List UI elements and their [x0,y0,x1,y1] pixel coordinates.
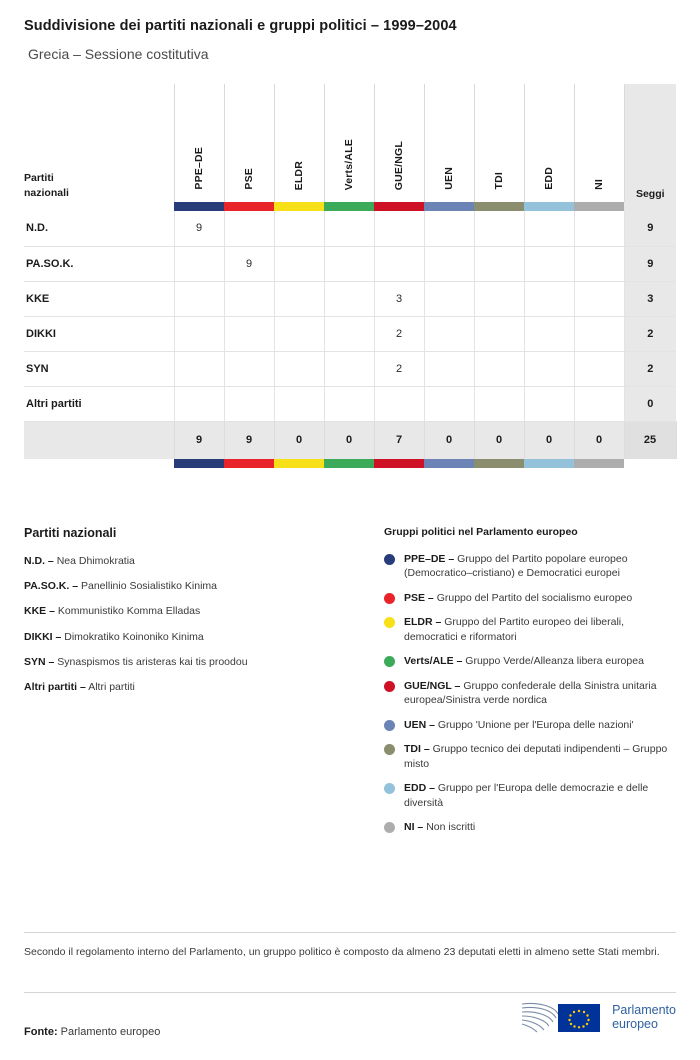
seat-cell [374,211,424,246]
source-divider [24,992,676,993]
column-header-label: ELDR [293,160,305,190]
party-abbr: DIKKI – [24,630,62,643]
seat-cell [274,246,324,281]
ep-wordmark [612,1003,676,1032]
legend-color-dot-icon [384,822,395,833]
list-item [24,680,384,694]
totals-cell: 0 [274,421,324,459]
page-subtitle: Grecia – Sessione costitutiva [28,46,209,62]
column-header-uen [424,84,474,202]
totals-cell: 0 [524,421,574,459]
group-name: Gruppo del Partito popolare europeo (Democratico–cristiano) e Democratici europei [404,553,628,580]
row-party-name: Altri partiti [24,386,174,421]
legend-color-dot-icon [384,554,395,565]
party-abbr: KKE – [24,605,55,618]
group-name: Non iscritti [426,821,476,834]
party-abbr: N.D. – [24,555,54,567]
list-item [384,615,676,644]
list-item [24,604,384,618]
party-name: Dimokratiko Koinoniko Kinima [64,630,204,643]
seat-cell: 3 [374,281,424,316]
seat-cell [224,386,274,421]
party-name: Nea Dhimokratia [56,555,135,567]
column-header-ni [574,84,624,202]
totals-cell: 9 [224,421,274,459]
seat-cell [574,281,624,316]
seat-cell [274,316,324,351]
column-header-label: EDD [543,167,555,190]
party-abbr: Altri partiti – [24,680,86,693]
seat-cell [474,386,524,421]
row-total-seats: 3 [624,281,676,316]
seat-cell [324,211,374,246]
column-header-label: Seggi [635,188,665,200]
column-header-label: TDI [493,172,505,190]
color-swatch [324,459,374,468]
seat-cell [174,316,224,351]
group-abbr: UEN – [404,718,435,731]
table-header-row [24,84,676,202]
column-header-label: UEN [443,167,455,190]
color-swatch [574,202,624,211]
totals-cell: 0 [324,421,374,459]
list-item [384,718,676,732]
table-row [24,316,676,351]
seat-cell [524,386,574,421]
seat-cell [424,351,474,386]
legend-color-dot-icon [384,720,395,731]
row-party-name: SYN [24,351,174,386]
row-total-seats: 9 [624,211,676,246]
color-swatch [524,202,574,211]
seat-cell [224,211,274,246]
seat-cell [474,281,524,316]
seat-cell [474,316,524,351]
legend-color-dot-icon [384,593,395,604]
european-parliament-logo [520,1000,676,1034]
seat-cell [174,281,224,316]
totals-cell: 9 [174,421,224,459]
table-row [24,246,676,281]
column-header-eldr [274,84,324,202]
seat-cell [324,351,374,386]
totals-label [24,421,174,459]
color-swatch [174,459,224,468]
color-swatch [374,202,424,211]
legend-color-dot-icon [384,656,395,667]
seat-cell [274,211,324,246]
legend-text [404,679,676,708]
seat-cell [374,386,424,421]
seat-cell: 2 [374,351,424,386]
row-party-name: DIKKI [24,316,174,351]
color-swatch [374,459,424,468]
seat-cell [224,316,274,351]
color-swatch [574,459,624,468]
list-item [384,742,676,771]
color-swatch [324,202,374,211]
table-row [24,211,676,246]
group-name: Gruppo 'Unione per l'Europa delle nazioni' [437,718,634,731]
party-name: Synaspismos tis aristeras kai tis proodou [57,655,248,668]
legend-text [404,820,475,834]
seat-cell [324,246,374,281]
color-swatch [424,459,474,468]
source-value: Parlamento europeo [60,1026,161,1038]
seat-cell [224,351,274,386]
party-name: Kommunistiko Komma Elladas [57,605,201,618]
group-name: Gruppo per l'Europa delle democrazie e delle diversità [404,782,649,809]
table-row [24,386,676,421]
page-title: Suddivisione dei partiti nazionali e gruppi politici – 1999–2004 [24,18,457,34]
row-total-seats: 0 [624,386,676,421]
group-abbr: ELDR – [404,616,442,629]
legend-text [404,591,632,605]
party-abbr: PA.SO.K. – [24,580,79,593]
list-item [24,554,384,568]
color-swatch [174,202,224,211]
seat-cell [324,316,374,351]
row-total-seats: 2 [624,351,676,386]
row-party-name: PA.SO.K. [24,246,174,281]
seat-cell [174,351,224,386]
footer-divider [24,932,676,933]
legend-color-dot-icon [384,783,395,794]
list-item [384,654,676,668]
legend-political-groups [384,526,676,845]
list-item [384,781,676,810]
legend-national-parties-title: Partiti nazionali [24,526,117,540]
seat-distribution-table [24,84,676,468]
totals-cell: 7 [374,421,424,459]
column-header-verts-ale [324,84,374,202]
row-axis-title: Partiti nazionali [24,171,69,200]
group-abbr: Verts/ALE – [404,655,463,668]
seat-cell [524,351,574,386]
list-item [384,679,676,708]
legend-national-parties [24,526,384,845]
table-row [24,351,676,386]
ep-wordmark-line2: europeo [612,1017,658,1031]
list-item [384,820,676,834]
column-header-gue-ngl [374,84,424,202]
row-party-name: N.D. [24,211,174,246]
group-name: Gruppo Verde/Alleanza libera europea [465,655,644,668]
party-abbr: SYN – [24,655,55,668]
seat-cell [274,281,324,316]
legend-text [404,781,676,810]
legend-text [404,654,644,668]
seat-cell [524,246,574,281]
column-header-tdi [474,84,524,202]
column-header-ppe-de [174,84,224,202]
legend-color-dot-icon [384,681,395,692]
color-swatch [474,202,524,211]
source-label: Fonte: [24,1026,58,1038]
column-header-label: Verts/ALE [343,138,355,190]
ep-emblem-icon [520,1000,602,1034]
color-swatch [524,459,574,468]
group-name: Gruppo confederale della Sinistra unitaria europea/Sinistra verde nordica [404,679,657,707]
seat-cell [274,386,324,421]
seat-cell: 9 [224,246,274,281]
group-abbr: TDI – [404,743,430,756]
color-swatch [224,459,274,468]
list-item [384,591,676,605]
seat-cell [324,386,374,421]
seat-cell [324,281,374,316]
seat-cell [574,316,624,351]
seat-cell: 9 [174,211,224,246]
table-row [24,281,676,316]
column-header-seats [624,84,676,202]
seat-cell [424,386,474,421]
totals-cell: 0 [574,421,624,459]
color-swatch [274,202,324,211]
table-totals-row [24,421,676,459]
column-header-label: NI [593,179,605,190]
ep-wordmark-line1: Parlamento [612,1002,676,1017]
legend-text [404,742,676,771]
seat-cell [474,246,524,281]
group-color-strip-bottom [24,459,676,468]
column-header-edd [524,84,574,202]
list-item [24,579,384,593]
legend-political-groups-title: Gruppi politici nel Parlamento europeo [384,526,578,538]
seat-cell [574,246,624,281]
seat-cell [474,351,524,386]
color-swatch [224,202,274,211]
seat-cell [474,211,524,246]
column-header-label: GUE/NGL [393,140,405,190]
seat-cell: 2 [374,316,424,351]
seat-cell [574,386,624,421]
group-abbr: PPE–DE – [404,553,455,565]
seat-cell [524,211,574,246]
list-item [24,655,384,669]
seat-cell [374,246,424,281]
seat-cell [424,281,474,316]
seat-cell [574,211,624,246]
source-line [24,1026,160,1038]
footnote: Secondo il regolamento interno del Parlamento, un gruppo politico è composto da almeno 23 deputati eletti in almeno sette Stati membri. [24,946,660,958]
row-total-seats: 9 [624,246,676,281]
group-abbr: NI – [404,821,424,834]
seat-cell [424,246,474,281]
legend-text [404,615,676,644]
color-swatch [424,202,474,211]
party-name: Altri partiti [88,680,135,693]
seat-cell [424,211,474,246]
seat-cell [574,351,624,386]
legend-text [404,718,634,732]
group-name: Gruppo del Partito europeo dei liberali, democratici e riformatori [404,616,625,643]
group-color-strip-top [24,202,676,211]
group-abbr: EDD – [404,782,435,795]
list-item [24,630,384,644]
column-header-label: PSE [243,168,255,190]
group-abbr: GUE/NGL – [404,679,461,692]
group-abbr: PSE – [404,591,434,604]
totals-cell: 0 [474,421,524,459]
seat-cell [174,386,224,421]
totals-seats: 25 [624,421,676,459]
seat-cell [224,281,274,316]
seat-cell [424,316,474,351]
row-party-name: KKE [24,281,174,316]
seat-cell [524,281,574,316]
row-total-seats: 2 [624,316,676,351]
color-swatch [274,459,324,468]
seat-cell [524,316,574,351]
list-item [384,552,676,581]
seat-cell [174,246,224,281]
group-name: Gruppo del Partito del socialismo europeo [436,591,633,604]
seat-cell [274,351,324,386]
column-header-pse [224,84,274,202]
legend-text [404,552,676,581]
color-swatch [474,459,524,468]
legend-color-dot-icon [384,617,395,628]
party-name: Panellinio Sosialistiko Kinima [81,580,217,593]
column-header-label: PPE–DE [193,147,205,190]
totals-cell: 0 [424,421,474,459]
legend-color-dot-icon [384,744,395,755]
group-name: Gruppo tecnico dei deputati indipendenti – Gruppo misto [404,743,668,770]
